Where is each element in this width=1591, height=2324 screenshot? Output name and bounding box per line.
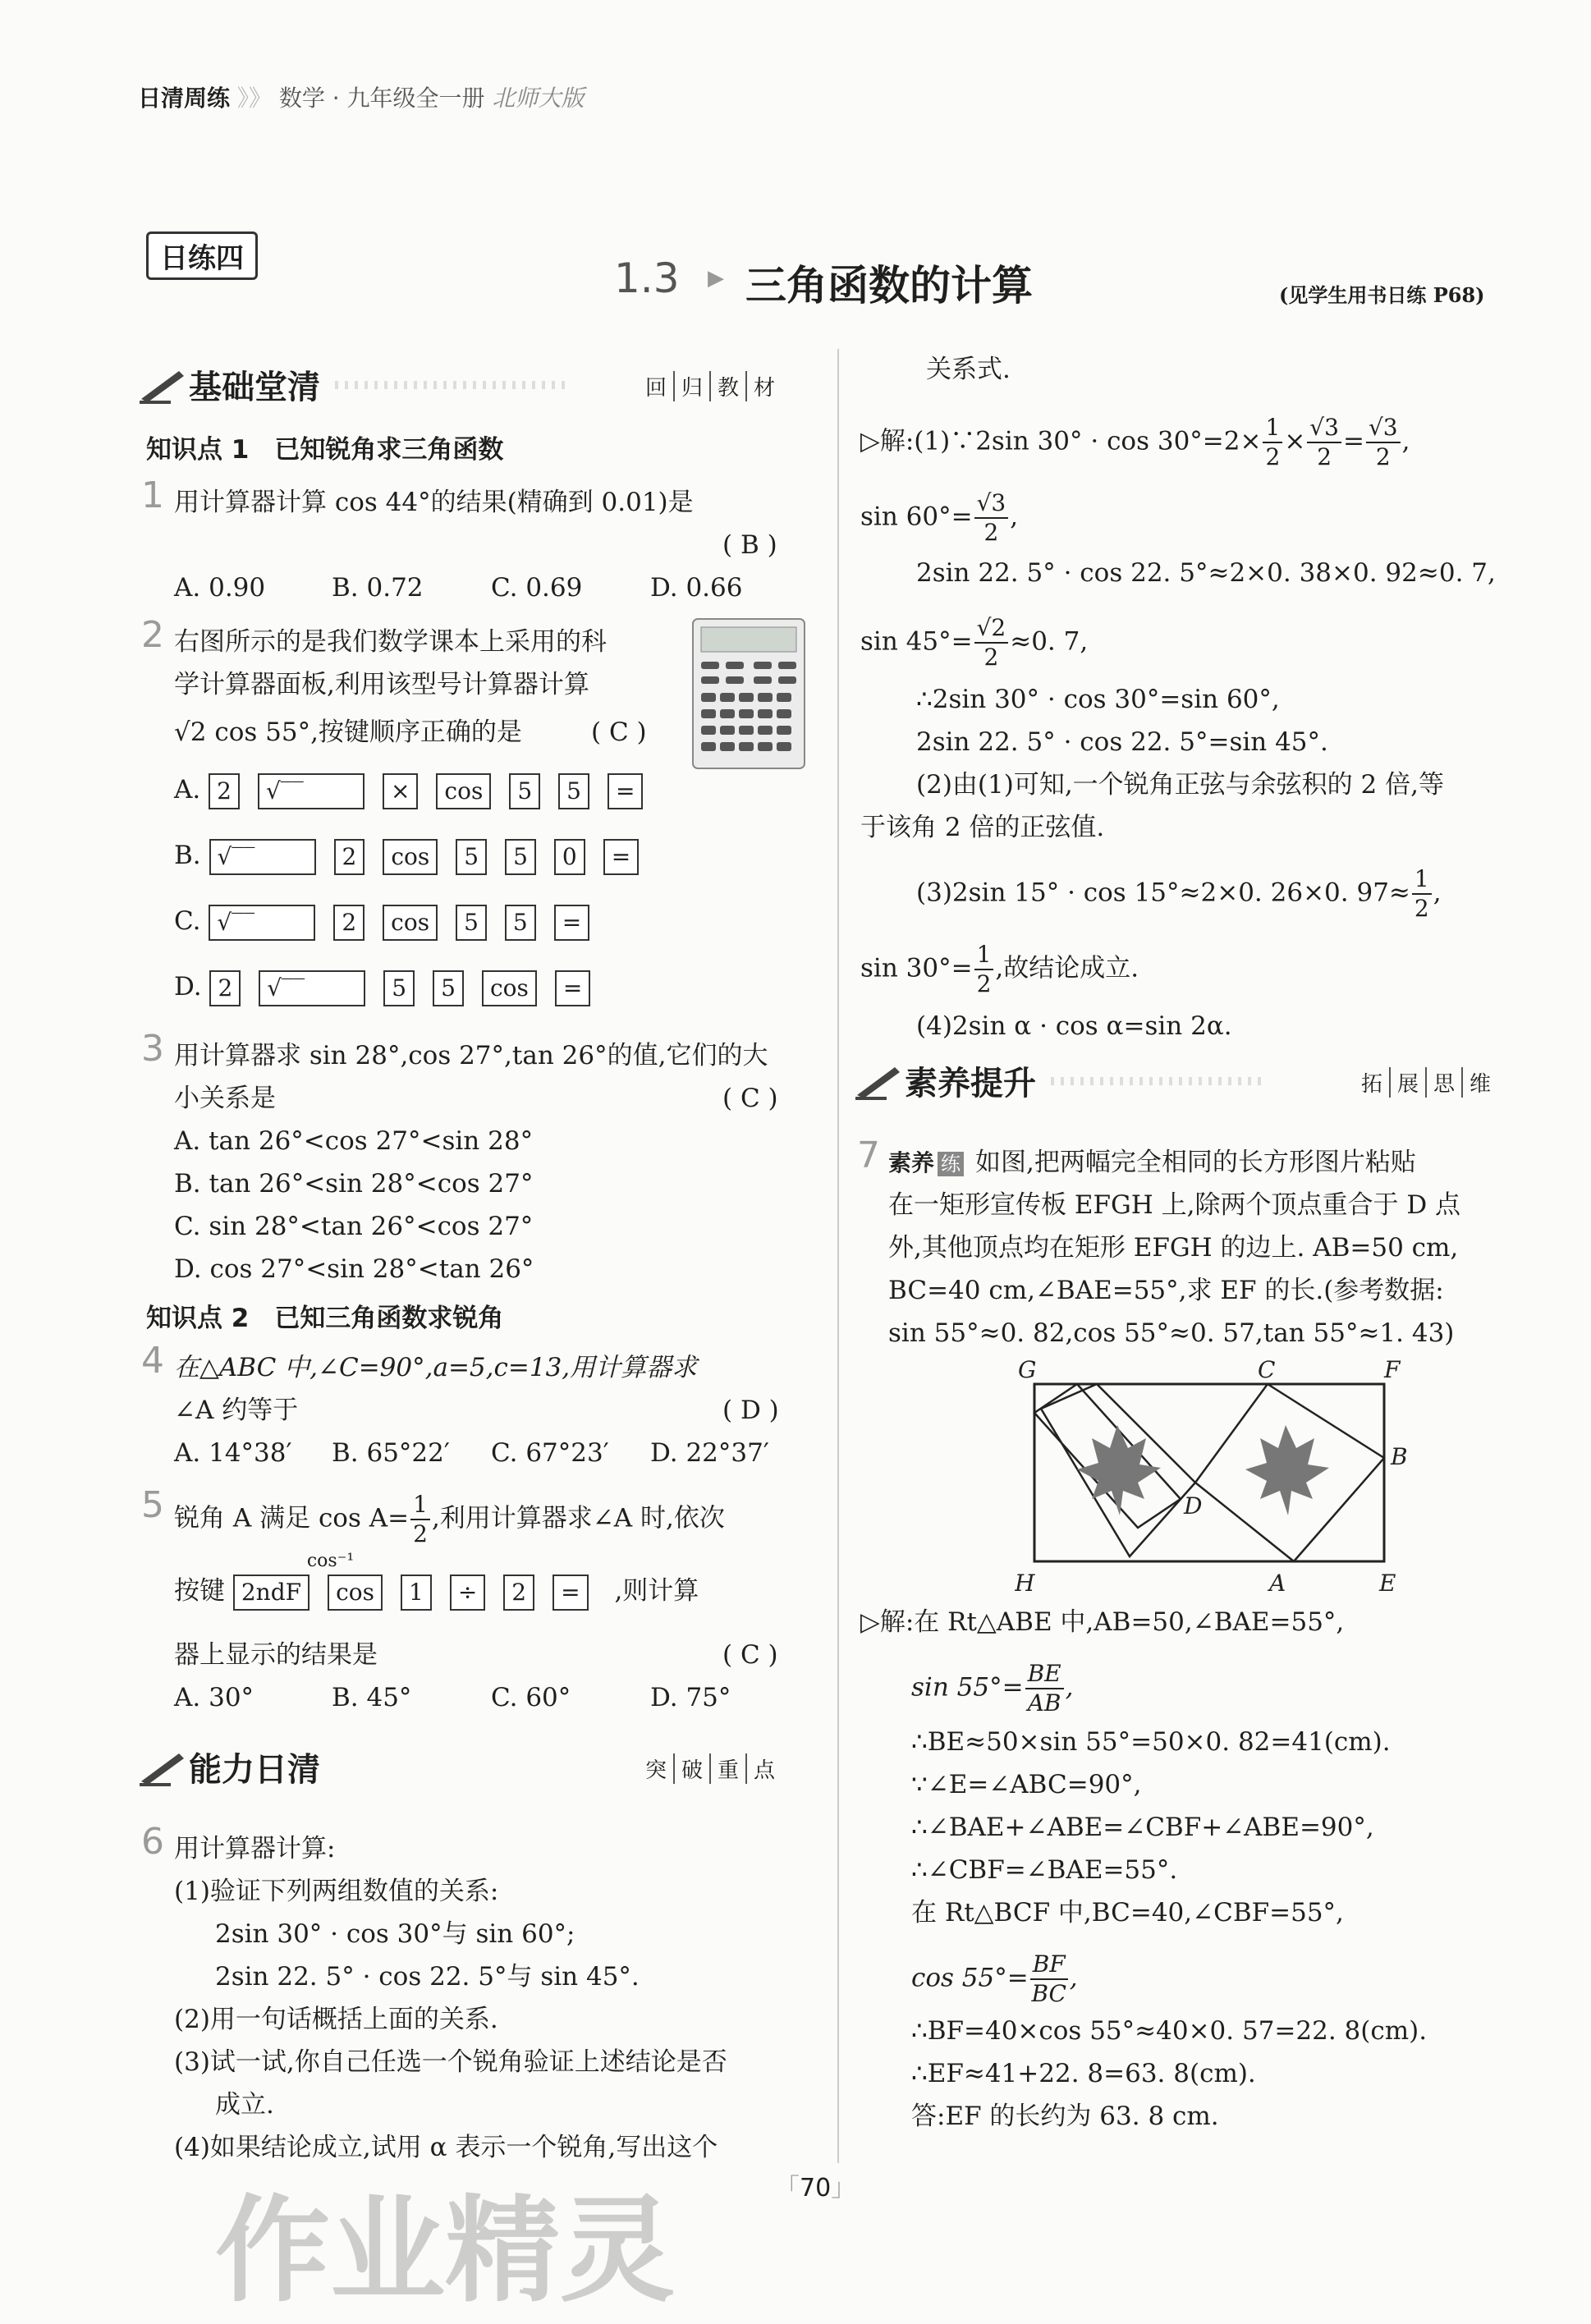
key: 2ndF <box>233 1575 309 1611</box>
sol-text: cos 55°= <box>911 1963 1029 1993</box>
q1-option-b: B. 0.72 <box>332 573 424 603</box>
sol7-line-7: 在 Rt△BCF 中,BC=40,∠CBF=55°, <box>911 1898 1344 1927</box>
key: cos <box>383 839 438 875</box>
knowledge-point-2: 知识点 2 已知三角函数求锐角 <box>146 1304 504 1333</box>
sol6-line-1: ▷解:(1)∵2sin 30° · cos 30°=2× $\frac{1}{2}$ × $\frac{√3}{2}$ = $\frac{√3}{2}$ , <box>860 414 1410 470</box>
sol7-line-9: ∴BF=40×cos 55°≈40×0. 57=22. 8(cm). <box>911 2016 1428 2046</box>
sol6-line-4 <box>860 614 1088 672</box>
key: ÷ <box>450 1575 485 1611</box>
q4-answer: ( D ) <box>722 1396 779 1425</box>
fraction <box>1025 1660 1064 1717</box>
q2-answer: ( C ) <box>591 717 647 747</box>
numerator: BF <box>1030 1950 1068 1980</box>
sol6-line-11: (4)2sin α · cos α=sin 2α. <box>916 1011 1232 1041</box>
sol-text: , <box>1433 878 1442 908</box>
q6-line: 2sin 30° · cos 30°与 sin 60°; <box>215 1919 575 1949</box>
lesson-arrow-icon: ▶ <box>708 266 724 291</box>
q4-option-a: A. 14°38′ <box>174 1438 292 1468</box>
q5-text: 按键 <box>174 1576 225 1606</box>
sol6-line-7: (2)由(1)可知,一个锐角正弦与余弦积的 2 倍,等 <box>916 770 1444 800</box>
q5-text: ,利用计算器求∠A 时,依次 <box>431 1503 725 1533</box>
fraction <box>1412 865 1432 923</box>
numerator: 1 <box>974 941 994 970</box>
maple-leaf-left-icon <box>1077 1425 1161 1515</box>
q7-text: 如图,把两幅完全相同的长方形图片粘贴 <box>975 1148 1416 1177</box>
denominator: 2 <box>1317 443 1332 470</box>
sol7-line-11: 答:EF 的长约为 63. 8 cm. <box>911 2102 1219 2131</box>
q4-option-c: C. 67°23′ <box>491 1438 609 1468</box>
maple-leaf-right-icon <box>1245 1425 1329 1515</box>
q7-line-1 <box>888 1141 1416 1185</box>
q4-option-d: D. 22°37′ <box>650 1438 769 1468</box>
key: 0 <box>554 839 585 875</box>
sol-text: ▷解:(1)∵2sin 30° · cos 30°=2× <box>860 426 1262 456</box>
tag-char: 回 <box>639 371 675 401</box>
fraction <box>1263 414 1282 471</box>
section-literacy <box>854 1056 1527 1105</box>
q4-number: 4 <box>141 1340 164 1382</box>
q1-number: 1 <box>141 474 164 516</box>
section-basic <box>138 360 811 409</box>
sol-text: = <box>1342 426 1364 456</box>
q5-keys <box>233 1551 607 1612</box>
q7-number: 7 <box>857 1134 880 1176</box>
q1-stem: 用计算器计算 cos 44°的结果(精确到 0.01)是 <box>174 488 694 517</box>
option-label: D. <box>174 972 202 1002</box>
denominator: 2 <box>983 644 999 671</box>
tag-char: 展 <box>1391 1067 1427 1098</box>
fraction <box>974 489 1009 547</box>
option-label: B. <box>174 841 201 870</box>
q7-line-5: sin 55°≈0. 82,cos 55°≈0. 57,tan 55°≈1. 43) <box>888 1318 1455 1348</box>
tag-char: 教 <box>711 371 747 401</box>
key: = <box>555 970 590 1006</box>
q7-line-4: BC=40 cm,∠BAE=55°,求 EF 的长.(参考数据: <box>888 1276 1444 1305</box>
bracket-right: 」 <box>831 2174 856 2203</box>
q6-line: (2)用一句话概括上面的关系. <box>174 2005 498 2034</box>
tag-char: 思 <box>1427 1067 1463 1098</box>
tag-char: 拓 <box>1355 1067 1391 1098</box>
key: √‾‾ <box>259 970 365 1006</box>
key: cos <box>436 773 491 809</box>
tag-char: 突 <box>639 1753 675 1784</box>
page-number-value: 70 <box>800 2174 832 2203</box>
tag-char: 归 <box>675 371 711 401</box>
label-e: E <box>1379 1570 1396 1597</box>
section-literacy-title: 素养提升 <box>905 1065 1036 1102</box>
tag-char: 维 <box>1469 1072 1491 1097</box>
denominator: AB <box>1027 1689 1061 1717</box>
sol-text: sin 60°= <box>860 502 973 532</box>
numerator: √2 <box>974 614 1009 644</box>
key: 5 <box>456 905 487 941</box>
q1-option-d: D. 0.66 <box>650 573 743 603</box>
tag-char: 点 <box>753 1758 775 1783</box>
section-literacy-tags <box>1355 1067 1497 1098</box>
sol-text: sin 45°= <box>860 626 973 657</box>
key: 5 <box>558 773 589 809</box>
pen-icon <box>138 1749 187 1786</box>
sol7-line-3: ∴BE≈50×sin 55°=50×0. 82=41(cm). <box>911 1727 1391 1757</box>
q5-line-1 <box>174 1491 725 1548</box>
bracket-left: 「 <box>775 2174 800 2203</box>
q3-option-a: A. tan 26°<cos 27°<sin 28° <box>174 1126 534 1156</box>
day-badge: 日练四 <box>146 231 258 280</box>
shift-label: cos⁻¹ <box>306 1551 355 1571</box>
key: = <box>603 839 639 875</box>
sol-text: (3)2sin 15° · cos 15°≈2×0. 26×0. 97≈ <box>916 878 1410 908</box>
sol6-line-9 <box>916 865 1442 923</box>
q2-number: 2 <box>141 614 164 656</box>
key: = <box>608 773 643 809</box>
numerator: 1 <box>1263 414 1282 443</box>
label-h: H <box>1015 1570 1035 1597</box>
option-label: C. <box>174 906 201 936</box>
q5-option-d: D. 75° <box>650 1683 731 1712</box>
q5-option-a: A. 30° <box>174 1683 254 1712</box>
sol7-line-8 <box>911 1950 1078 2008</box>
sol6-line-10 <box>860 941 1139 998</box>
numerator: BE <box>1025 1660 1064 1689</box>
key: 5 <box>509 773 540 809</box>
geometry-figure <box>1015 1359 1425 1597</box>
lesson-title: 三角函数的计算 <box>745 261 1033 309</box>
tag-char: 重 <box>711 1753 747 1784</box>
q6-number: 6 <box>141 1821 164 1863</box>
pen-icon <box>138 366 187 404</box>
sol-text: , <box>1069 1963 1078 1993</box>
q4-option-b: B. 65°22′ <box>332 1438 450 1468</box>
calculator-figure <box>691 617 806 770</box>
q6-line: (3)试一试,你自己任选一个锐角验证上述结论是否 <box>174 2047 727 2077</box>
tag-char: 材 <box>753 376 775 401</box>
denominator: 2 <box>976 970 992 997</box>
key: 5 <box>505 839 536 875</box>
sol7-line-10: ∴EF≈41+22. 8=63. 8(cm). <box>911 2059 1256 2088</box>
sol7-line-6: ∴∠CBF=∠BAE=55°. <box>911 1855 1178 1885</box>
q2-line-2: 学计算器面板,利用该型号计算器计算 <box>174 670 589 699</box>
sol6-line-8: 于该角 2 倍的正弦值. <box>860 813 1105 842</box>
page-number <box>775 2167 855 2203</box>
key: 2 <box>503 1575 534 1611</box>
key: 2 <box>334 839 365 875</box>
fraction <box>1366 414 1401 471</box>
sol-text: , <box>1065 1672 1074 1703</box>
header-brand: 日清周练 <box>138 85 231 112</box>
key: cos <box>328 1575 383 1611</box>
numerator: 1 <box>410 1491 430 1520</box>
label-d: D <box>1184 1492 1203 1520</box>
sol6-line-2 <box>860 489 1018 547</box>
fraction <box>974 941 994 998</box>
label-a: A <box>1269 1570 1286 1597</box>
sol7-line-1: ▷解:在 Rt△ABE 中,AB=50,∠BAE=55°, <box>860 1607 1345 1637</box>
q5-number: 5 <box>141 1484 164 1526</box>
denominator: 2 <box>413 1520 428 1547</box>
sol7-line-4: ∵∠E=∠ABC=90°, <box>911 1770 1142 1799</box>
numerator: 1 <box>1412 865 1432 895</box>
q6-line: (4)如果结论成立,试用 α 表示一个锐角,写出这个 <box>174 2133 718 2162</box>
section-basic-tags <box>639 371 782 401</box>
q5-line-2 <box>174 1551 699 1612</box>
key: 2 <box>209 773 240 809</box>
key: = <box>552 1575 588 1611</box>
q7-line-2: 在一矩形宣传板 EFGH 上,除两个顶点重合于 D 点 <box>888 1190 1461 1220</box>
watermark: 作业精灵 <box>215 2184 676 2318</box>
q6-line: (1)验证下列两组数值的关系: <box>174 1877 499 1906</box>
key: cos <box>383 905 438 941</box>
numerator: √3 <box>1307 414 1341 443</box>
key: 2 <box>333 905 365 941</box>
key: 5 <box>456 839 487 875</box>
q1-answer: ( B ) <box>722 530 777 560</box>
pen-icon <box>854 1062 903 1100</box>
q3-option-d: D. cos 27°<sin 28°<tan 26° <box>174 1254 534 1284</box>
sol6-line-6: 2sin 22. 5° · cos 22. 5°=sin 45°. <box>916 727 1328 757</box>
q5-option-b: B. 45° <box>332 1683 412 1712</box>
section-ability <box>138 1742 811 1791</box>
header-subject: 数学 · 九年级全一册 <box>278 85 485 112</box>
fraction <box>1030 1950 1068 2008</box>
q7-tag: 素养 <box>888 1149 935 1176</box>
q2-option-c <box>174 900 608 942</box>
q5-answer: ( C ) <box>722 1640 778 1670</box>
key: × <box>383 773 418 809</box>
lesson-ref: (见学生用书日练 P68) <box>1279 283 1485 307</box>
q6-continuation: 关系式. <box>926 355 1011 384</box>
q4-line-1: 在△ABC 中,∠C=90°,a=5,c=13,用计算器求 <box>174 1353 698 1382</box>
denominator: 2 <box>1375 443 1391 470</box>
key: √‾‾ <box>258 773 365 809</box>
option-label: A. <box>174 775 201 804</box>
section-ability-tags <box>639 1753 782 1784</box>
decor-stripes <box>1051 1077 1264 1085</box>
sol-text: ,故结论成立. <box>995 953 1139 983</box>
key: √‾‾ <box>209 839 316 875</box>
q3-option-c: C. sin 28°<tan 26°<cos 27° <box>174 1212 534 1241</box>
q3-line-2: 小关系是 <box>174 1084 276 1113</box>
sol-text: sin 30°= <box>860 953 973 983</box>
numerator: √3 <box>1366 414 1401 443</box>
q6-line: 用计算器计算: <box>174 1834 336 1863</box>
fraction <box>410 1491 430 1548</box>
q2-option-d <box>174 965 608 1008</box>
q1-option-a: A. 0.90 <box>174 573 266 603</box>
key: √‾‾ <box>209 905 315 941</box>
label-f: F <box>1384 1359 1401 1383</box>
key: 5 <box>505 905 536 941</box>
denominator: BC <box>1031 1980 1066 2007</box>
key: cos <box>482 970 537 1006</box>
label-b: B <box>1391 1443 1408 1470</box>
label-c: C <box>1258 1359 1276 1383</box>
sol7-line-5: ∴∠BAE+∠ABE=∠CBF+∠ABE=90°, <box>911 1813 1374 1842</box>
sol7-line-2 <box>911 1660 1073 1717</box>
q2-option-b <box>174 834 657 877</box>
header-edition: 北师大版 <box>492 85 585 112</box>
q2-line-1: 右图所示的是我们数学课本上采用的科 <box>174 627 607 657</box>
q3-answer: ( C ) <box>722 1084 778 1113</box>
fraction <box>1307 414 1341 471</box>
sol-text: sin 55°= <box>911 1672 1024 1703</box>
section-ability-title: 能力日清 <box>189 1751 320 1789</box>
q7-tag-badge: 练 <box>938 1152 964 1176</box>
q4-line-2: ∠A 约等于 <box>174 1396 299 1425</box>
lesson-number: 1.3 <box>614 254 680 302</box>
key: 1 <box>401 1575 432 1611</box>
q2-line-3: √2 cos 55°,按键顺序正确的是 <box>174 717 522 747</box>
q7-line-3: 外,其他顶点均在矩形 EFGH 的边上. AB=50 cm, <box>888 1233 1459 1263</box>
denominator: 2 <box>983 519 999 546</box>
key: 5 <box>383 970 415 1006</box>
sol-text: × <box>1284 426 1306 456</box>
sol6-line-3: 2sin 22. 5° · cos 22. 5°≈2×0. 38×0. 92≈0. 7, <box>916 558 1496 588</box>
q6-line: 2sin 22. 5° · cos 22. 5°与 sin 45°. <box>215 1962 640 1992</box>
q2-option-a <box>174 768 661 811</box>
section-basic-title: 基础堂清 <box>189 369 320 406</box>
tag-char: 破 <box>675 1753 711 1784</box>
fraction <box>974 614 1009 672</box>
column-divider <box>837 349 839 2163</box>
q6-line: 成立. <box>215 2090 274 2120</box>
key: 2 <box>209 970 241 1006</box>
knowledge-point-1: 知识点 1 已知锐角求三角函数 <box>146 435 504 465</box>
denominator: 2 <box>1265 443 1281 470</box>
key: 5 <box>433 970 464 1006</box>
q3-number: 3 <box>141 1028 164 1070</box>
key: = <box>554 905 589 941</box>
q3-line-1: 用计算器求 sin 28°,cos 27°,tan 26°的值,它们的大 <box>174 1041 768 1070</box>
label-g: G <box>1018 1359 1037 1383</box>
q5-option-c: C. 60° <box>491 1683 571 1712</box>
sol-text: ≈0. 7, <box>1010 626 1089 657</box>
q3-option-b: B. tan 26°<sin 28°<cos 27° <box>174 1169 534 1199</box>
q1-option-c: C. 0.69 <box>491 573 583 603</box>
decor-stripes <box>335 381 565 389</box>
sol-text: , <box>1010 502 1019 532</box>
q5-text: ,则计算 <box>614 1576 699 1606</box>
q5-text: 锐角 A 满足 cos A= <box>174 1503 410 1533</box>
page-header <box>138 80 584 113</box>
q5-line-3: 器上显示的结果是 <box>174 1640 378 1670</box>
header-chevrons: 》》 <box>236 85 272 112</box>
denominator: 2 <box>1414 895 1429 922</box>
numerator: √3 <box>974 489 1009 519</box>
sol6-line-5: ∴2sin 30° · cos 30°=sin 60°, <box>916 685 1280 714</box>
